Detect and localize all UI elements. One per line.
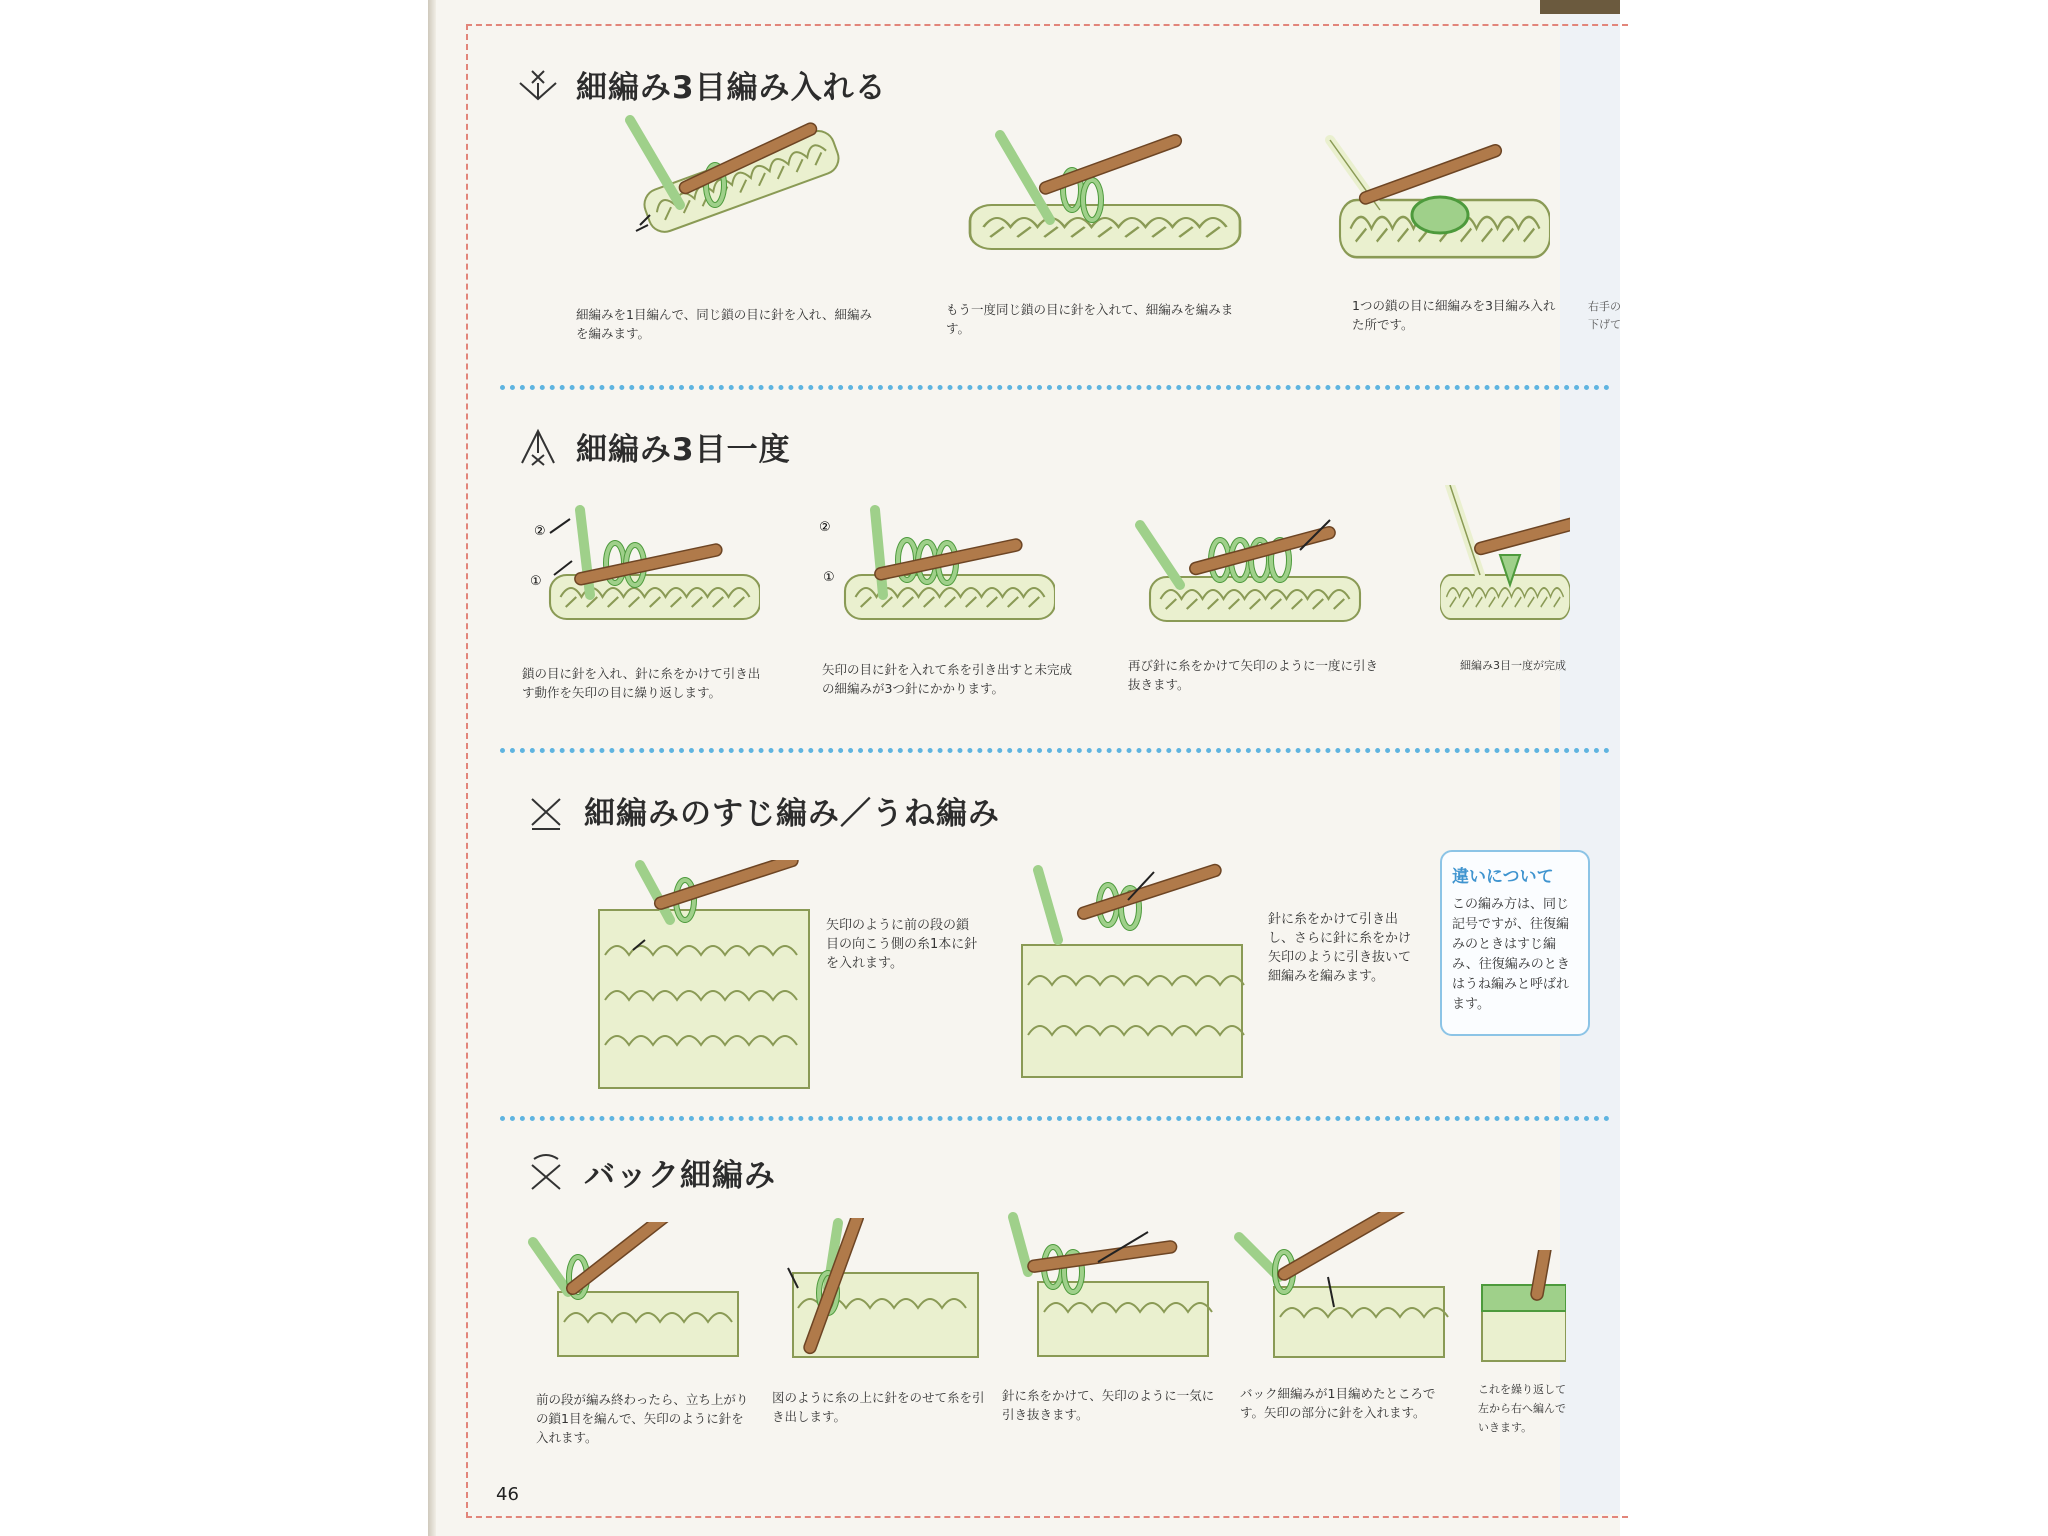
- dotted-separator: [500, 1116, 1610, 1121]
- page-spine-shadow: [428, 0, 436, 1536]
- step-illustration: [815, 505, 1055, 630]
- step-caption: 再び針に糸をかけて矢印のように一度に引き抜きます。: [1128, 658, 1379, 692]
- step-illustration: [998, 1212, 1218, 1362]
- step-illustration: [960, 130, 1250, 280]
- section-title-text: 細編み3目編み入れる: [576, 70, 887, 106]
- step-caption: 矢印の目に針を入れて糸を引き出すと未完成の細編みが3つ針にかかります。: [822, 662, 1073, 696]
- step-mark-2: ②: [534, 524, 546, 539]
- step-mark-2: ②: [819, 520, 831, 535]
- note-body: この編み方は、同じ記号ですが、往復編みのときはすじ編み、往復編みのときはうね編みと呼ばれます。: [1452, 897, 1570, 1012]
- page-top-strip: [1540, 0, 1620, 14]
- section-title-text: 細編みのすじ編み／うね編み: [584, 796, 1000, 832]
- sc-3-in-one-icon: [516, 63, 560, 107]
- page-number: 46: [496, 1484, 519, 1505]
- step-illustration: [768, 1218, 988, 1363]
- step-illustration: [520, 505, 760, 630]
- right-page-fragment: 右手の: [1588, 300, 1621, 313]
- step-illustration: [620, 115, 850, 290]
- step-illustration: [1130, 505, 1370, 630]
- note-title: 違いについて: [1452, 867, 1554, 887]
- section-title-sc-3-in-one: [516, 62, 887, 107]
- step-mark-1: ①: [823, 570, 835, 585]
- step-illustration: [1018, 860, 1248, 1080]
- sc-back-loop-icon: [524, 789, 568, 833]
- difference-note-box: [1440, 850, 1590, 1036]
- reverse-sc-icon: [524, 1151, 568, 1195]
- step-caption: 細編みを1目編んで、同じ鎖の目に針を入れ、細編みを編みます。: [576, 307, 872, 341]
- step-caption: 細編み3目一度が完成: [1460, 659, 1566, 672]
- step-caption: 前の段が編み終わったら、立ち上がりの鎖1目を編んで、矢印のように針を入れます。: [536, 1392, 749, 1445]
- step-caption: 図のように糸の上に針をのせて糸を引き出します。: [772, 1390, 985, 1424]
- step-caption: 矢印のように前の段の鎖目の向こう側の糸1本に針を入れます。: [826, 918, 978, 971]
- section-title-reverse-sc: [524, 1150, 776, 1195]
- step-illustration: [1234, 1212, 1454, 1362]
- step-illustration: [1320, 130, 1550, 280]
- step-illustration: [528, 1222, 748, 1362]
- step-caption: もう一度同じ鎖の目に針を入れて、細編みを編みます。: [946, 302, 1234, 336]
- section-title-text: 細編み3目一度: [576, 432, 791, 468]
- step-illustration: [1440, 485, 1570, 625]
- step-caption: 鎖の目に針を入れ、針に糸をかけて引き出す動作を矢印の目に繰り返します。: [522, 666, 761, 700]
- step-mark-1: ①: [530, 574, 542, 589]
- right-page-fragment: 下げて: [1588, 318, 1621, 331]
- step-caption: 針に糸をかけて、矢印のように一気に引き抜きます。: [1002, 1388, 1215, 1422]
- dotted-separator: [500, 385, 1610, 390]
- section-title-sc-3-together: [516, 424, 791, 469]
- step-caption: 1つの鎖の目に細編みを3目編み入れた所です。: [1352, 298, 1556, 332]
- step-caption: これを繰り返して左から右へ編んでいきます。: [1478, 1383, 1566, 1434]
- step-caption: バック細編みが1目編めたところです。矢印の部分に針を入れます。: [1240, 1386, 1436, 1420]
- section-title-sc-back-loop: [524, 788, 1000, 833]
- section-title-text: バック細編み: [584, 1158, 776, 1194]
- step-illustration: [1476, 1250, 1566, 1365]
- step-caption: 針に糸をかけて引き出し、さらに針に糸をかけ矢印のように引き抜いて細編みを編みます。: [1268, 912, 1412, 984]
- dotted-separator: [500, 748, 1610, 753]
- sc-3-together-icon: [516, 425, 560, 469]
- step-illustration: [595, 860, 815, 1090]
